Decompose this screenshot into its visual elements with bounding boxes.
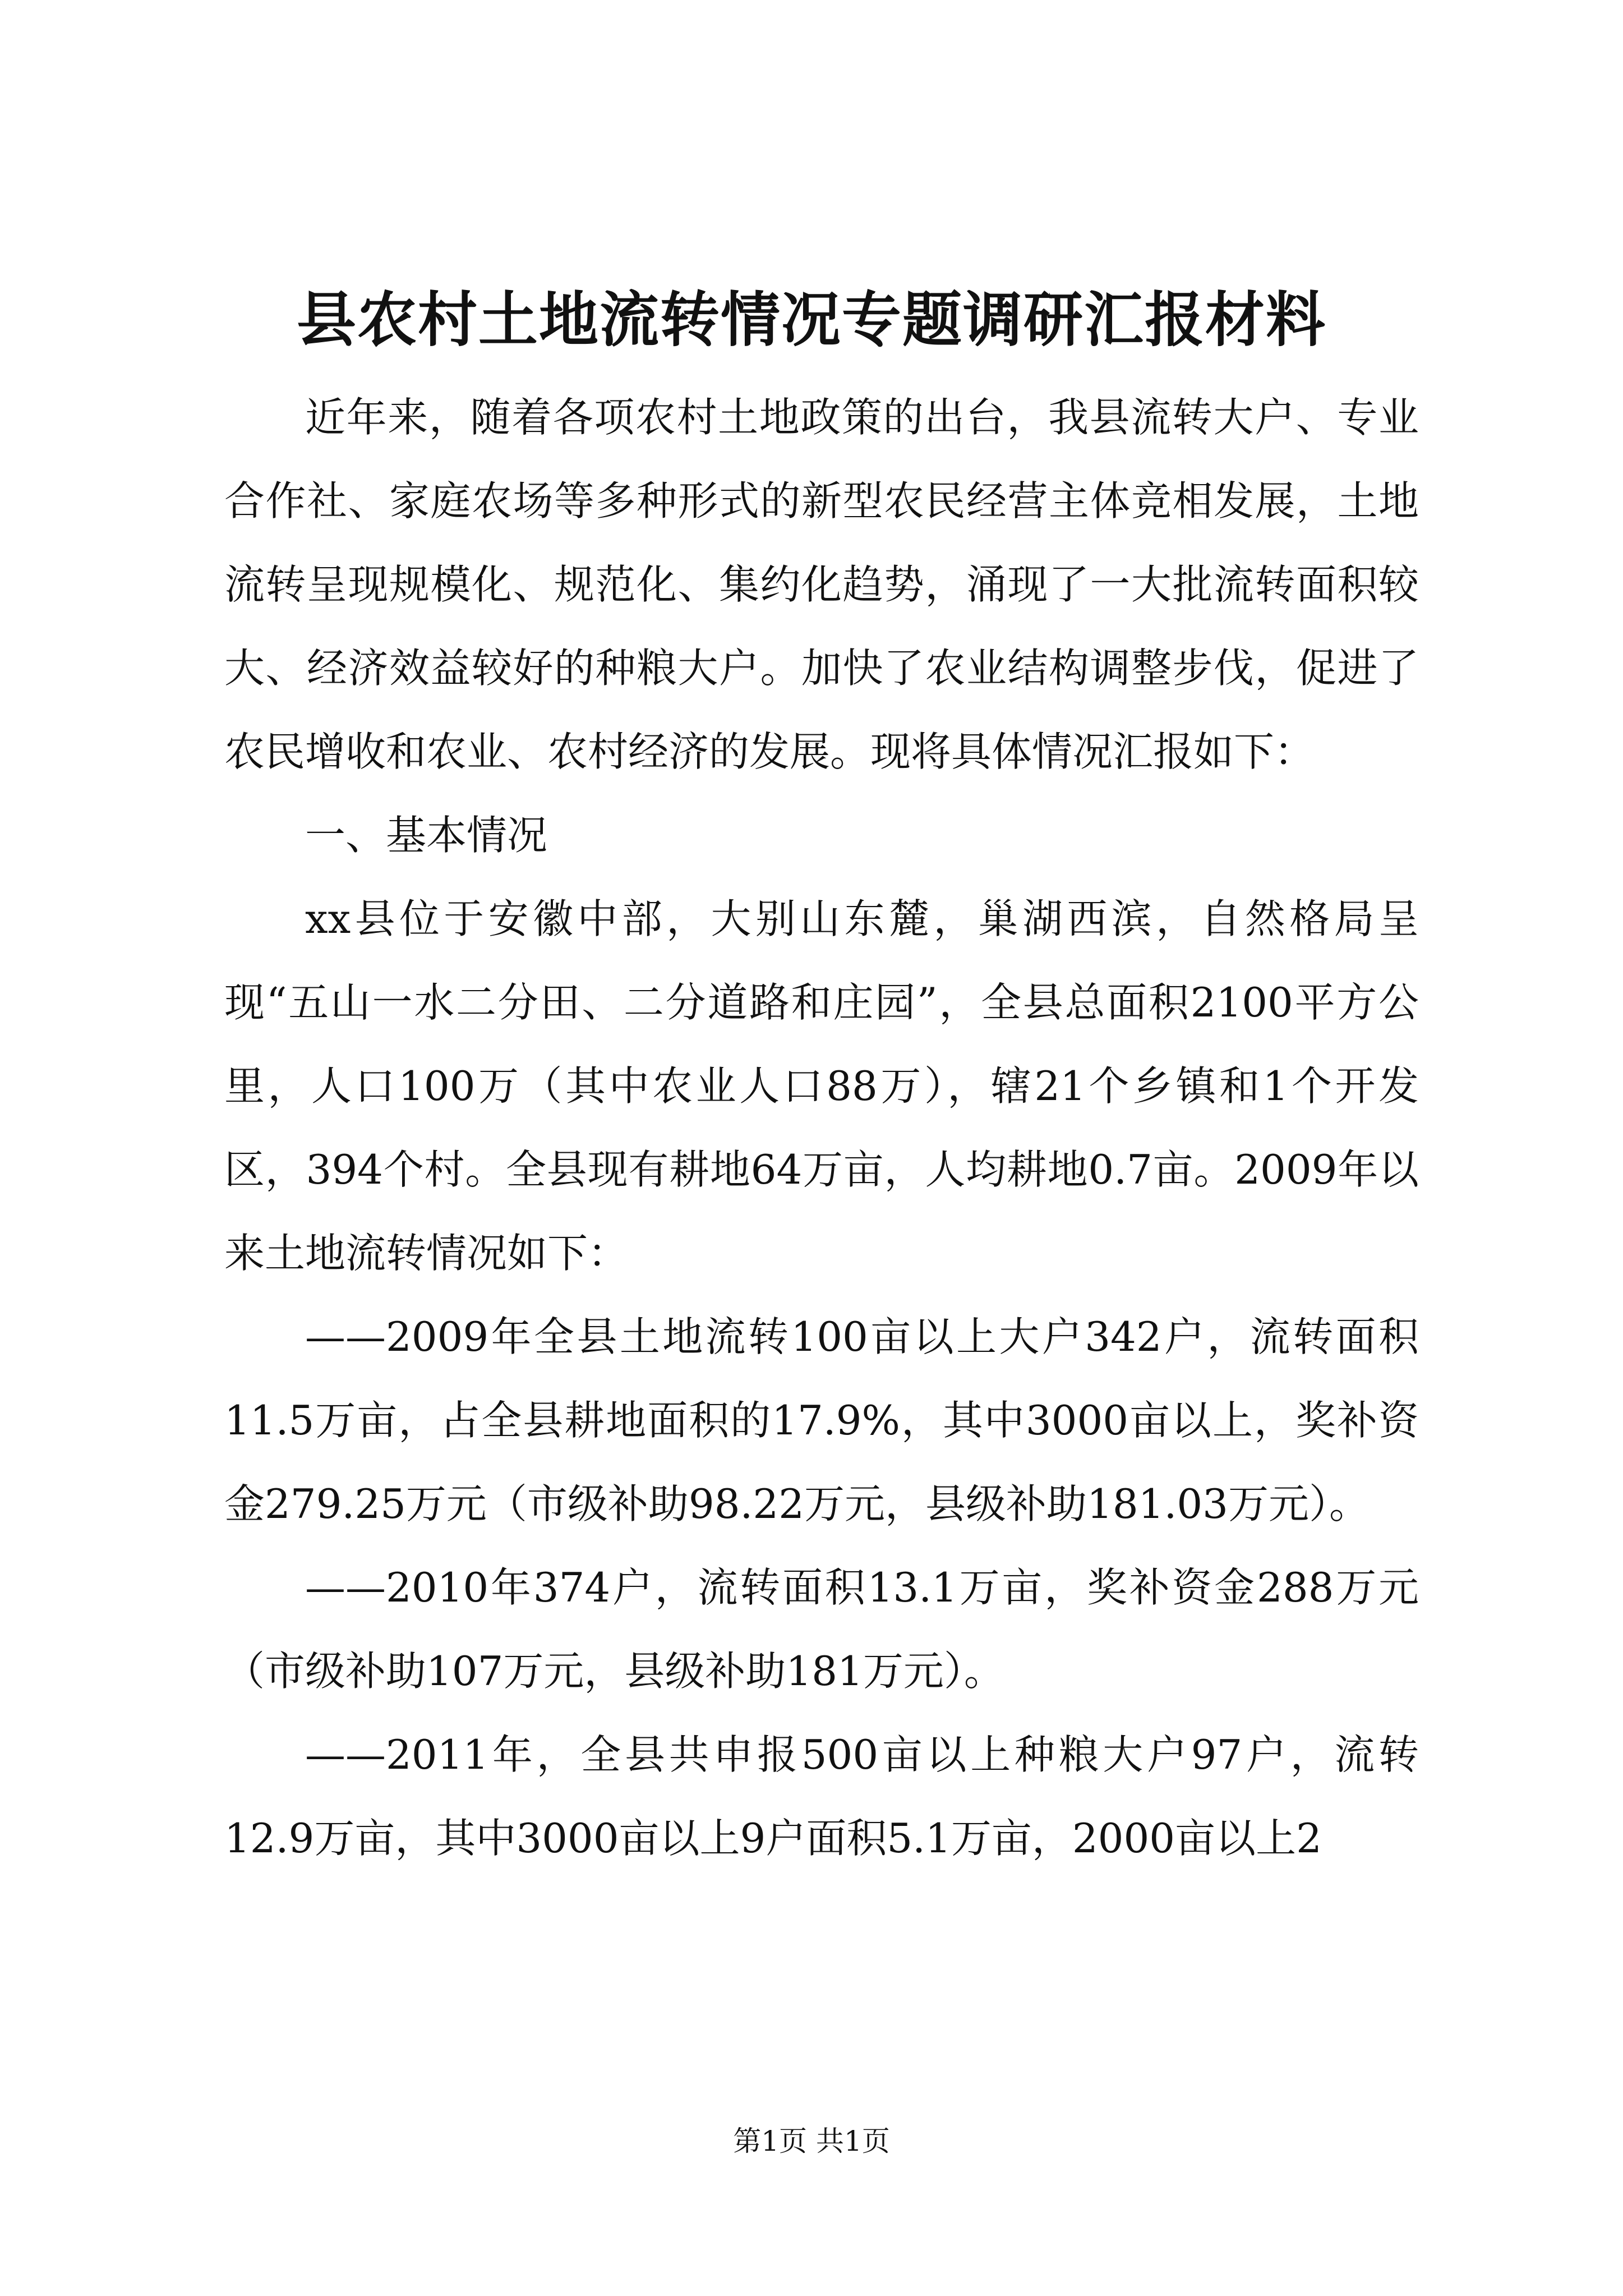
paragraph-2010: ——2010年374户，流转面积13.1万亩，奖补资金288万元（市级补助107万元，县级补助181万元）。: [224, 1564, 1419, 1695]
paragraph-county-overview: xx县位于安徽中部，大别山东麓，巢湖西滨，自然格局呈现“五山一水二分田、二分道路和庄园”，全县总面积2100平方公里，人口100万（其中农业人口88万），辖21个乡镇和1个开发区，394个村。全县现有耕地64万亩，人均耕地0.7亩。2009年以来土地流转情况如下：: [224, 895, 1419, 1277]
paragraph-2009: ——2009年全县土地流转100亩以上大户342户，流转面积11.5万亩，占全县耕地面积的17.9%，其中3000亩以上，奖补资金279.25万元（市级补助98.22万元，县级补助181.03万元）。: [224, 1313, 1419, 1527]
document-body: [224, 376, 1419, 1880]
document-title: 县农村土地流转情况专题调研汇报材料: [297, 284, 1326, 355]
section-heading-basic-situation: 一、基本情况: [305, 812, 548, 859]
paragraph-intro: 近年来，随着各项农村土地政策的出台，我县流转大户、专业合作社、家庭农场等多种形式的新型农民经营主体竞相发展，土地流转呈现规模化、规范化、集约化趋势，涌现了一大批流转面积较大、经济效益较好的种粮大户。加快了农业结构调整步伐，促进了农民增收和农业、农村经济的发展。现将具体情况汇报如下：: [224, 394, 1419, 775]
paragraph-2011: ——2011年，全县共申报500亩以上种粮大户97户，流转12.9万亩，其中3000亩以上9户面积5.1万亩，2000亩以上2: [224, 1731, 1419, 1862]
page-footer: 第1页 共1页: [733, 2125, 890, 2157]
